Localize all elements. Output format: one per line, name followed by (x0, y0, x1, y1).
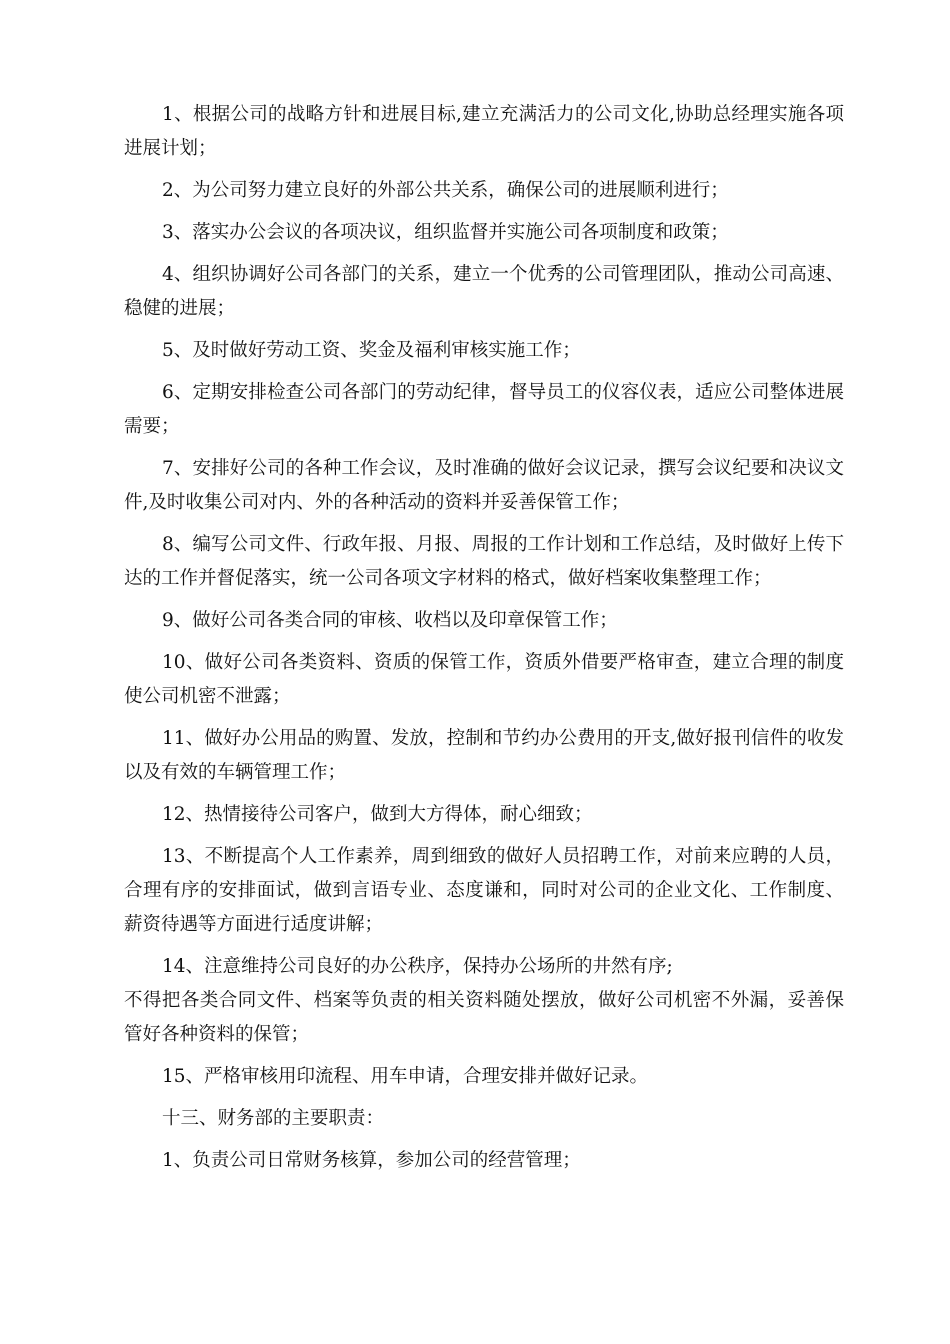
finance-item-1: 1、负责公司日常财务核算，参加公司的经营管理； (162, 1150, 581, 1171)
paragraph-item-4: 4、组织协调好公司各部门的关系，建立一个优秀的公司管理团队，推动公司高速、稳健的进展； (124, 264, 844, 319)
paragraph-item-10: 10、做好公司各类资料、资质的保管工作，资质外借要严格审查，建立合理的制度使公司机密不泄露； (124, 652, 844, 707)
paragraph-item-14: 14、注意维持公司良好的办公秩序，保持办公场所的井然有序; (162, 956, 673, 977)
paragraph-item-2: 2、为公司努力建立良好的外部公共关系，确保公司的进展顺利进行； (162, 180, 729, 201)
paragraph-item-12: 12、热情接待公司客户，做到大方得体，耐心细致； (162, 804, 593, 825)
paragraph-item-7: 7、安排好公司的各种工作会议，及时准确的做好会议记录，撰写会议纪要和决议文件,及时收集公司对内、外的各种活动的资料并妥善保管工作； (124, 458, 844, 513)
paragraph-item-11: 11、做好办公用品的购置、发放，控制和节约办公费用的开支,做好报刊信件的收发以及有效的车辆管理工作； (124, 728, 844, 783)
paragraph-item-9: 9、做好公司各类合同的审核、收档以及印章保管工作； (162, 610, 618, 631)
paragraph-item-3: 3、落实办公会议的各项决议，组织监督并实施公司各项制度和政策； (162, 222, 729, 243)
paragraph-item-14-continued: 不得把各类合同文件、档案等负责的相关资料随处摆放，做好公司机密不外漏，妥善保管好各种资料的保管； (124, 990, 844, 1045)
paragraph-item-5: 5、及时做好劳动工资、奖金及福利审核实施工作； (162, 340, 581, 361)
document-body (124, 98, 844, 1186)
paragraph-item-6: 6、定期安排检查公司各部门的劳动纪律，督导员工的仪容仪表，适应公司整体进展需要； (124, 382, 844, 437)
paragraph-item-1: 1、根据公司的战略方针和进展目标,建立充满活力的公司文化,协助总经理实施各项进展计划； (124, 104, 844, 159)
paragraph-item-15: 15、严格审核用印流程、用车申请，合理安排并做好记录。 (162, 1066, 649, 1087)
section-heading-finance: 十三、财务部的主要职责： (162, 1108, 385, 1129)
paragraph-item-13: 13、不断提高个人工作素养，周到细致的做好人员招聘工作，对前来应聘的人员，合理有序的安排面试，做到言语专业、态度谦和，同时对公司的企业文化、工作制度、薪资待遇等方面进行适度讲解； (124, 846, 844, 935)
paragraph-item-8: 8、编写公司文件、行政年报、月报、周报的工作计划和工作总结，及时做好上传下达的工作并督促落实，统一公司各项文字材料的格式，做好档案收集整理工作； (124, 534, 844, 589)
